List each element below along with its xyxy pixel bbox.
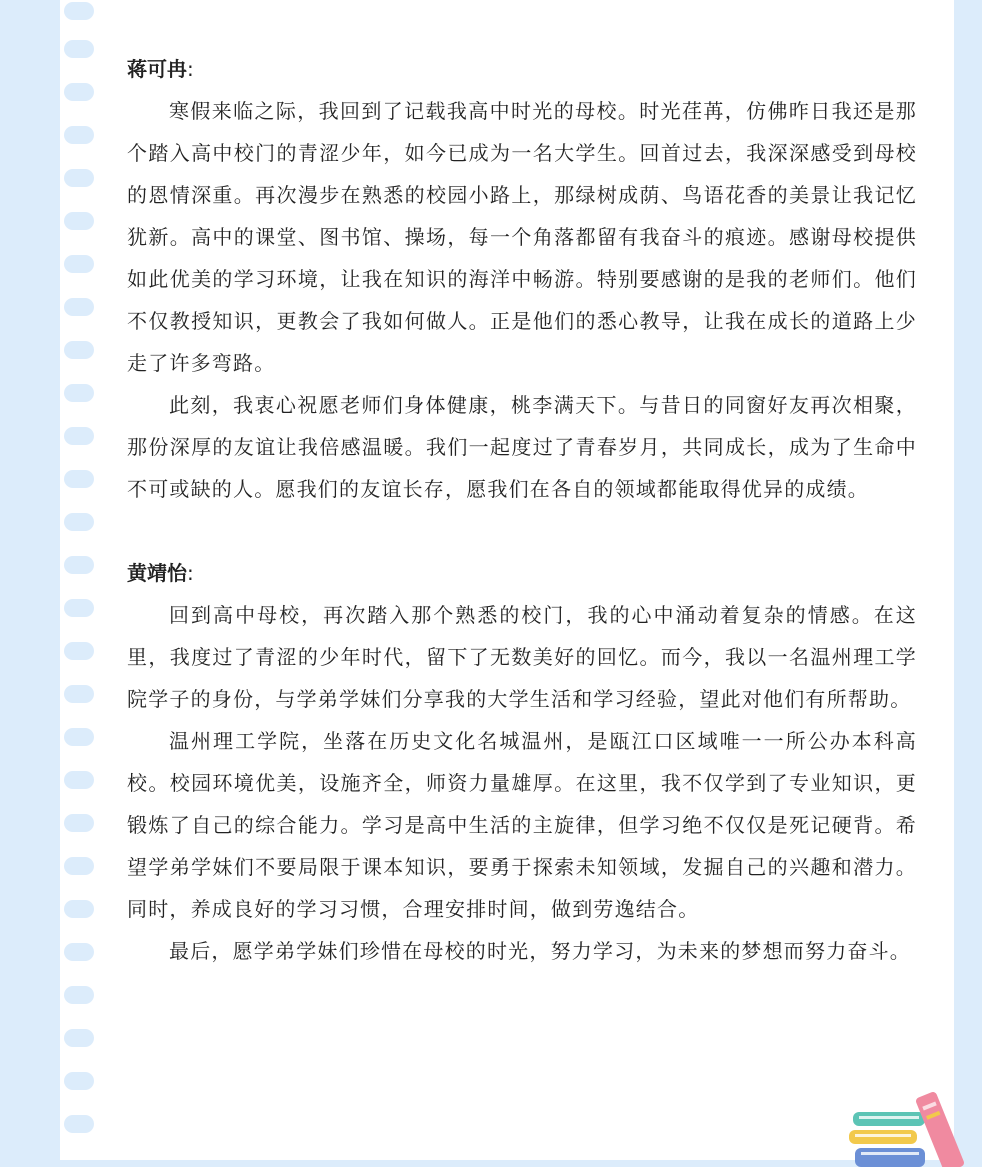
book-page-edge bbox=[861, 1152, 919, 1155]
author-name-colon: : bbox=[187, 57, 194, 81]
binding-ring bbox=[64, 513, 94, 531]
book-page-edge bbox=[855, 1134, 911, 1137]
binding-ring bbox=[64, 771, 94, 789]
paragraph: 回到高中母校，再次踏入那个熟悉的校门，我的心中涌动着复杂的情感。在这里，我度过了青涩的少年时代，留下了无数美好的回忆。而今，我以一名温州理工学院学子的身份，与学弟学妹们分享我的大学生活和学习经验，望此对他们有所帮助。 bbox=[127, 603, 917, 711]
binding-ring bbox=[64, 126, 94, 144]
binding-ring bbox=[64, 642, 94, 660]
binding-ring bbox=[64, 255, 94, 273]
spiral-binding-icon bbox=[60, 0, 100, 1160]
paragraph: 温州理工学院，坐落在历史文化名城温州，是瓯江口区域唯一一所公办本科高校。校园环境优美，设施齐全，师资力量雄厚。在这里，我不仅学到了专业知识，更锻炼了自己的综合能力。学习是高中生活的主旋律，但学习绝不仅仅是死记硬背。希望学弟学妹们不要局限于课本知识，要勇于探索未知领域，发掘自己的兴趣和潜力。同时，养成良好的学习习惯，合理安排时间，做到劳逸结合。 bbox=[127, 729, 917, 921]
article-content bbox=[127, 48, 917, 972]
books-stack-icon bbox=[845, 1092, 982, 1167]
binding-ring bbox=[64, 470, 94, 488]
binding-ring bbox=[64, 1115, 94, 1133]
binding-ring bbox=[64, 556, 94, 574]
binding-ring bbox=[64, 83, 94, 101]
author-name bbox=[127, 48, 917, 90]
paragraph: 此刻，我衷心祝愿老师们身体健康，桃李满天下。与昔日的同窗好友再次相聚，那份深厚的友谊让我倍感温暖。我们一起度过了青春岁月，共同成长，成为了生命中不可或缺的人。愿我们的友谊长存，愿我们在各自的领域都能取得优异的成绩。 bbox=[127, 393, 917, 501]
author-name-text: 蒋可冉 bbox=[127, 57, 187, 81]
binding-ring bbox=[64, 427, 94, 445]
section-jiang-keran bbox=[127, 48, 917, 510]
author-name bbox=[127, 552, 917, 594]
binding-ring bbox=[64, 384, 94, 402]
binding-ring bbox=[64, 685, 94, 703]
binding-ring bbox=[64, 943, 94, 961]
book-page-edge bbox=[859, 1116, 919, 1119]
section-spacer bbox=[127, 510, 917, 552]
binding-ring bbox=[64, 1072, 94, 1090]
binding-ring bbox=[64, 212, 94, 230]
author-name-colon: : bbox=[187, 561, 194, 585]
paragraph: 寒假来临之际，我回到了记载我高中时光的母校。时光荏苒，仿佛昨日我还是那个踏入高中校门的青涩少年，如今已成为一名大学生。回首过去，我深深感受到母校的恩情深重。再次漫步在熟悉的校园小路上，那绿树成荫、鸟语花香的美景让我记忆犹新。高中的课堂、图书馆、操场，每一个角落都留有我奋斗的痕迹。感谢母校提供如此优美的学习环境，让我在知识的海洋中畅游。特别要感谢的是我的老师们。他们不仅教授知识，更教会了我如何做人。正是他们的悉心教导，让我在成长的道路上少走了许多弯路。 bbox=[127, 99, 917, 375]
binding-ring bbox=[64, 599, 94, 617]
binding-ring bbox=[64, 857, 94, 875]
binding-ring bbox=[64, 298, 94, 316]
binding-ring bbox=[64, 2, 94, 20]
binding-ring bbox=[64, 900, 94, 918]
author-name-text: 黄靖怡 bbox=[127, 561, 187, 585]
binding-ring bbox=[64, 986, 94, 1004]
binding-ring bbox=[64, 341, 94, 359]
binding-ring bbox=[64, 1029, 94, 1047]
binding-ring bbox=[64, 169, 94, 187]
binding-ring bbox=[64, 814, 94, 832]
binding-ring bbox=[64, 40, 94, 58]
book-blue bbox=[855, 1148, 925, 1167]
binding-ring bbox=[64, 728, 94, 746]
paragraph: 最后，愿学弟学妹们珍惜在母校的时光，努力学习，为未来的梦想而努力奋斗。 bbox=[169, 939, 911, 963]
section-huang-jingyi bbox=[127, 552, 917, 972]
